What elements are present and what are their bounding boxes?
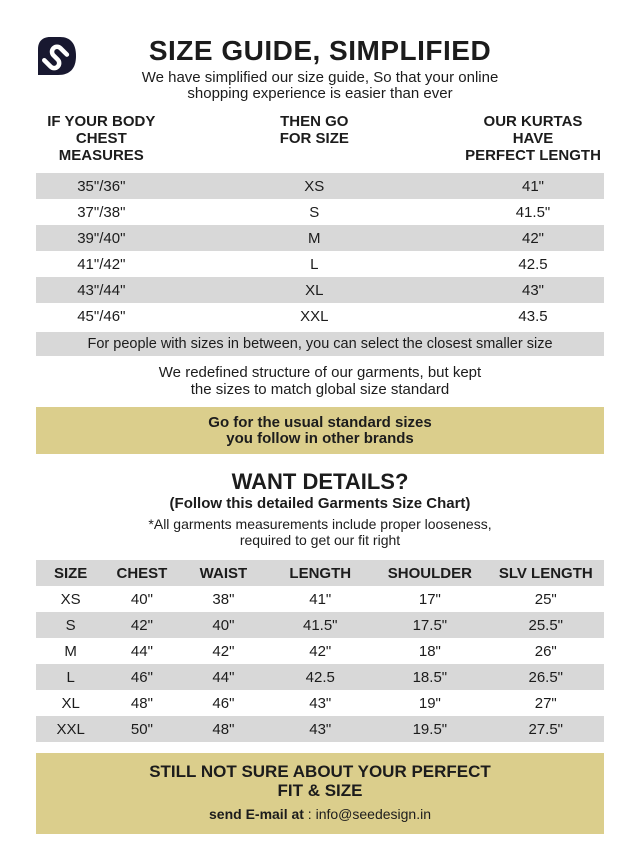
table-cell: 42.5 xyxy=(305,668,335,686)
contact-banner-line-1: STILL NOT SURE ABOUT YOUR PERFECT xyxy=(149,762,491,781)
brand-logo xyxy=(37,36,77,76)
table-cell: 27.5" xyxy=(528,720,564,738)
table-row xyxy=(36,612,604,638)
table-row xyxy=(36,199,604,225)
subtitle-line-2: shopping experience is easier than ever xyxy=(187,84,453,102)
header-line: THEN GO xyxy=(280,113,349,130)
kurta-size-table xyxy=(36,113,604,329)
table-cell: 25.5" xyxy=(528,616,564,634)
header-line: OUR KURTAS HAVE xyxy=(483,113,583,147)
contact-banner xyxy=(36,753,604,834)
table-header-row xyxy=(36,560,604,586)
table-cell: 37"/38" xyxy=(77,203,126,221)
table-cell: XS xyxy=(304,177,325,195)
table-cell: 26.5" xyxy=(528,668,564,686)
subtitle-line-1: We have simplified our size guide, So that your online xyxy=(141,69,499,86)
table-cell: 40" xyxy=(130,590,153,608)
table-cell: 43" xyxy=(521,281,544,299)
table-cell: 45"/46" xyxy=(77,307,126,325)
table-cell: 43"/44" xyxy=(77,281,126,299)
table-cell: 38" xyxy=(212,590,235,608)
table-cell: XXL xyxy=(300,307,329,325)
col-header-chest: CHEST xyxy=(116,564,168,582)
table-row xyxy=(36,277,604,303)
table-cell: 35"/36" xyxy=(77,177,126,195)
header-line: CHEST MEASURES xyxy=(58,130,144,164)
table-row xyxy=(36,173,604,199)
in-between-sizes-note: For people with sizes in between, you can select the closest smaller size xyxy=(36,332,604,356)
note-line-1: We redefined structure of our garments, but kept xyxy=(158,364,482,381)
banner-line-1: Go for the usual standard sizes xyxy=(208,414,432,431)
table-cell: 42" xyxy=(309,642,332,660)
table-cell: 39"/40" xyxy=(77,229,126,247)
want-details-heading: WANT DETAILS? xyxy=(231,469,409,494)
table-cell: 43" xyxy=(309,694,332,712)
table-cell: 41.5" xyxy=(302,616,338,634)
table-cell: 41.5" xyxy=(515,203,551,221)
email-separator: : xyxy=(303,806,316,822)
paperclip-s-logo-icon xyxy=(37,36,77,76)
table-cell: L xyxy=(66,668,75,686)
table-row xyxy=(36,638,604,664)
table-cell: 50" xyxy=(130,720,153,738)
table-cell: 25" xyxy=(534,590,557,608)
table-cell: 41" xyxy=(521,177,544,195)
col-header-length xyxy=(462,113,604,173)
table-row xyxy=(36,303,604,329)
header-line: PERFECT LENGTH xyxy=(465,147,601,164)
table-cell: 18" xyxy=(418,642,441,660)
col-header-size xyxy=(167,113,462,173)
table-row xyxy=(36,664,604,690)
table-cell: 43.5 xyxy=(518,307,548,325)
table-cell: 27" xyxy=(534,694,557,712)
table-cell: 46" xyxy=(212,694,235,712)
garment-size-table xyxy=(36,560,604,742)
contact-banner-line-2: FIT & SIZE xyxy=(277,781,363,800)
table-cell: S xyxy=(65,616,76,634)
col-header-size: SIZE xyxy=(53,564,88,582)
email-label: send E-mail at xyxy=(209,806,304,822)
table-cell: M xyxy=(64,642,77,660)
table-cell: 46" xyxy=(130,668,153,686)
table-row xyxy=(36,225,604,251)
col-header-sleeve-length: SLV LENGTH xyxy=(498,564,593,582)
col-header-body-chest xyxy=(36,113,167,173)
looseness-note-line-2: required to get our fit right xyxy=(239,531,401,548)
header-line: FOR SIZE xyxy=(279,130,349,147)
email-address: info@seedesign.in xyxy=(315,806,431,822)
table-cell: 40" xyxy=(212,616,235,634)
table-cell: 42" xyxy=(130,616,153,634)
table-cell: 48" xyxy=(130,694,153,712)
table-cell: XXL xyxy=(56,720,85,738)
table-cell: 44" xyxy=(212,668,235,686)
table-cell: XL xyxy=(305,281,324,299)
table-row xyxy=(36,690,604,716)
details-subheading: (Follow this detailed Garments Size Chart) xyxy=(169,495,471,512)
table-row xyxy=(36,716,604,742)
table-cell: 44" xyxy=(130,642,153,660)
table-cell: 42" xyxy=(521,229,544,247)
looseness-note xyxy=(36,517,604,548)
table-cell: XS xyxy=(60,590,81,608)
page-title: SIZE GUIDE, SIMPLIFIED xyxy=(148,35,492,66)
banner-line-2: you follow in other brands xyxy=(226,429,414,447)
table-row xyxy=(36,586,604,612)
table-cell: S xyxy=(309,203,320,221)
table-cell: 26" xyxy=(534,642,557,660)
table-cell: 43" xyxy=(309,720,332,738)
table-row xyxy=(36,251,604,277)
standard-sizes-banner xyxy=(36,407,604,454)
table-cell: M xyxy=(308,229,321,247)
table-cell: 41"/42" xyxy=(77,255,126,273)
table-cell: L xyxy=(310,255,319,273)
col-header-length: LENGTH xyxy=(289,564,352,582)
table-cell: 41" xyxy=(309,590,332,608)
page-subtitle xyxy=(36,70,604,101)
table-cell: 18.5" xyxy=(412,668,448,686)
note-line-2: the sizes to match global size standard xyxy=(190,380,450,398)
table-cell: 42" xyxy=(212,642,235,660)
table-cell: 42.5 xyxy=(518,255,548,273)
table-header-row xyxy=(36,113,604,173)
redefined-structure-note xyxy=(36,365,604,398)
header-line: IF YOUR BODY xyxy=(47,113,156,130)
table-cell: 17.5" xyxy=(412,616,448,634)
table-cell: 19" xyxy=(418,694,441,712)
table-cell: 19.5" xyxy=(412,720,448,738)
col-header-waist: WAIST xyxy=(199,564,248,582)
table-cell: 48" xyxy=(212,720,235,738)
looseness-note-line-1: *All garments measurements include proper looseness, xyxy=(148,516,492,532)
contact-email-line xyxy=(36,807,604,822)
col-header-shoulder: SHOULDER xyxy=(387,564,472,582)
table-cell: XL xyxy=(61,694,80,712)
table-cell: 17" xyxy=(418,590,441,608)
